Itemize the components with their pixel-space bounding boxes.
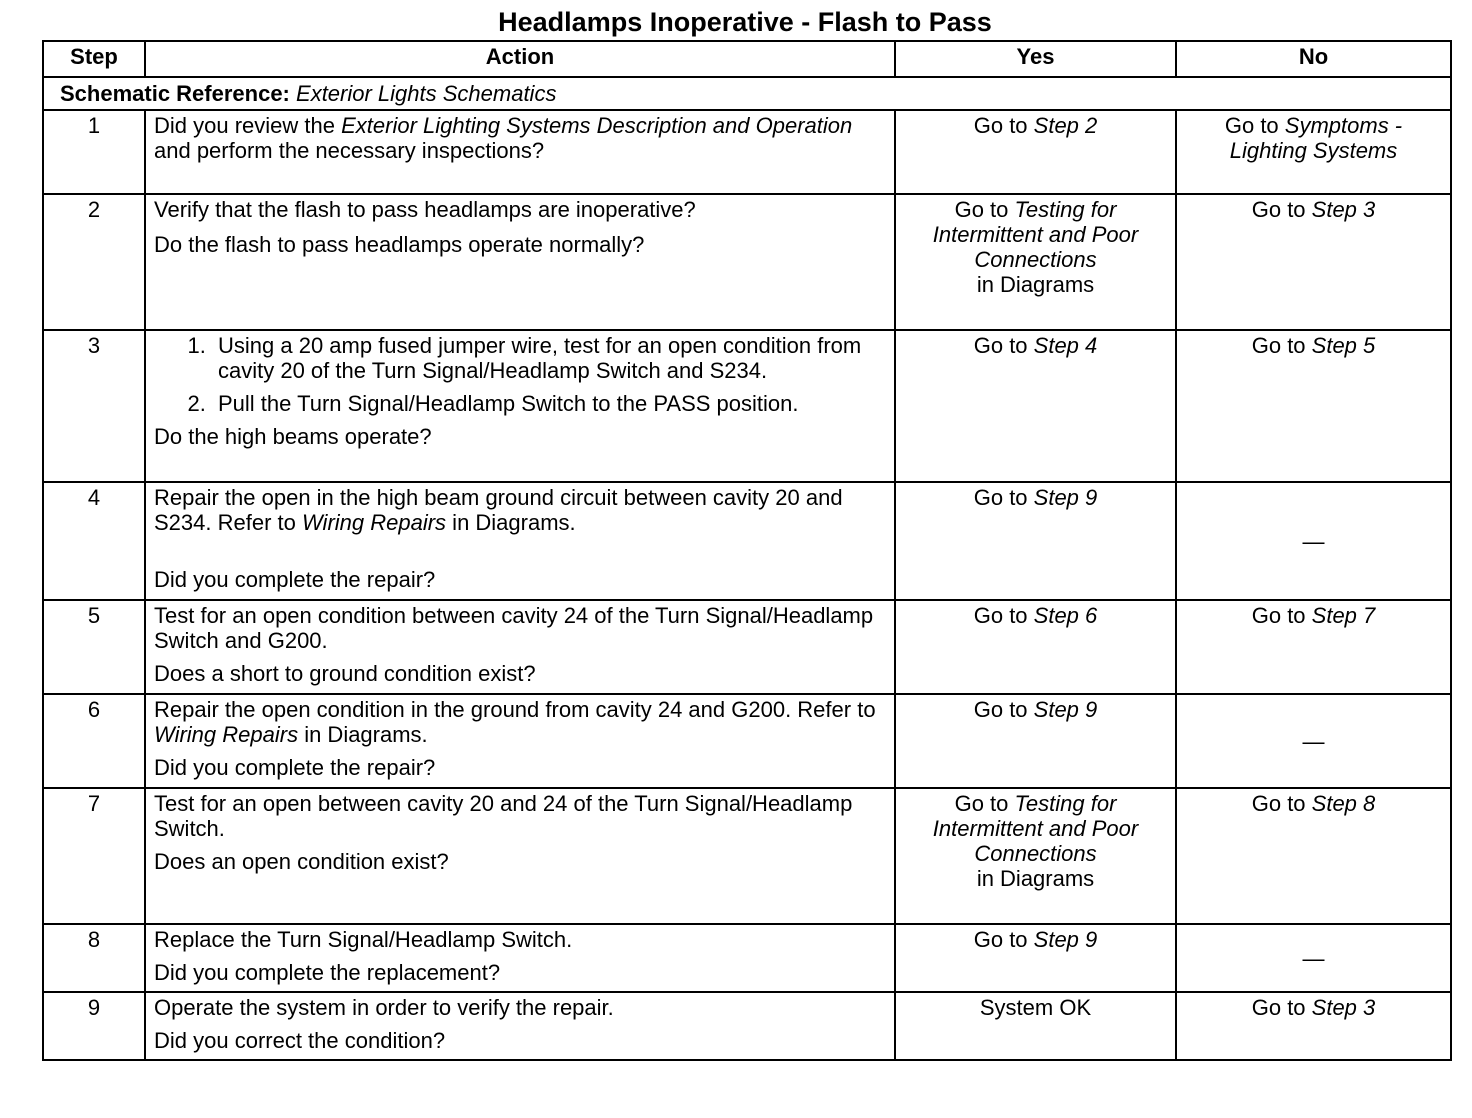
header-action: Action <box>145 41 895 77</box>
action-reference: Wiring Repairs <box>301 510 447 535</box>
step-number: 7 <box>43 788 145 924</box>
action-reference: Wiring Repairs <box>154 722 299 747</box>
action-text: Verify that the flash to pass headlamps are inoperative? <box>154 197 696 222</box>
action-cell <box>145 788 895 924</box>
yes-cell <box>895 600 1176 694</box>
action-cell <box>145 694 895 788</box>
table-header-row <box>43 41 1451 77</box>
yes-link: Step 9 <box>1033 697 1098 722</box>
step-number: 4 <box>43 482 145 600</box>
table-row <box>43 600 1451 694</box>
yes-link: Testing for Intermittent and Poor Connections <box>932 197 1139 272</box>
action-cell <box>145 330 895 482</box>
action-cell <box>145 924 895 992</box>
table-row <box>43 694 1451 788</box>
action-question: Did you complete the replacement? <box>154 960 501 985</box>
action-question: Did you correct the condition? <box>154 1028 446 1053</box>
action-cell <box>145 482 895 600</box>
yes-cell <box>895 194 1176 330</box>
action-cell <box>145 992 895 1060</box>
action-question: Did you complete the repair? <box>154 755 436 780</box>
action-cell <box>145 194 895 330</box>
page-title: Headlamps Inoperative - Flash to Pass <box>498 7 992 37</box>
action-text: Operate the system in order to verify the repair. <box>154 995 614 1020</box>
table-row <box>43 788 1451 924</box>
no-link: Step 5 <box>1311 333 1376 358</box>
action-text: Repair the open condition in the ground from cavity 24 and G200. Refer to <box>154 697 876 722</box>
yes-link: Step 4 <box>1033 333 1098 358</box>
no-cell <box>1176 992 1451 1060</box>
yes-cell: System OK <box>895 992 1176 1060</box>
action-reference: Exterior Lighting Systems Description and Operation <box>341 113 853 138</box>
no-cell <box>1176 330 1451 482</box>
schematic-value: Exterior Lights Schematics <box>296 81 557 106</box>
action-text: Did you review the <box>154 113 342 138</box>
yes-prefix: Go to <box>973 927 1034 952</box>
yes-cell <box>895 482 1176 600</box>
step-number: 9 <box>43 992 145 1060</box>
table-row <box>43 110 1451 194</box>
yes-cell <box>895 924 1176 992</box>
no-prefix: Go to <box>1251 197 1312 222</box>
action-question: Does a short to ground condition exist? <box>154 661 536 686</box>
yes-prefix: Go to <box>954 197 1015 222</box>
action-cell <box>145 600 895 694</box>
step-number: 8 <box>43 924 145 992</box>
yes-suffix: in Diagrams <box>976 272 1095 297</box>
table-row <box>43 924 1451 992</box>
no-cell: — <box>1176 924 1451 992</box>
no-cell <box>1176 110 1451 194</box>
no-cell: — <box>1176 694 1451 788</box>
action-question: Do the high beams operate? <box>154 424 432 449</box>
no-prefix: Go to <box>1251 995 1312 1020</box>
table-row <box>43 330 1451 482</box>
schematic-reference <box>43 77 1451 110</box>
header-yes: Yes <box>895 41 1176 77</box>
yes-cell <box>895 788 1176 924</box>
no-cell: — <box>1176 482 1451 600</box>
no-link: Step 8 <box>1311 791 1376 816</box>
no-cell <box>1176 788 1451 924</box>
table-row <box>43 194 1451 330</box>
action-cell <box>145 110 895 194</box>
action-text: Repair the open in the high beam ground circuit between cavity 20 and S234. Refer to <box>154 485 843 535</box>
schematic-row <box>43 77 1451 110</box>
diagnostic-table <box>42 40 1452 1061</box>
yes-link: Step 9 <box>1033 485 1098 510</box>
action-step-item: 1. Using a 20 amp fused jumper wire, test for an open condition from cavity 20 of the Turn Signal/Headlamp Switch and S234. <box>212 333 886 383</box>
no-link: Step 3 <box>1311 197 1376 222</box>
no-prefix: Go to <box>1251 791 1312 816</box>
action-question: Did you complete the repair? <box>154 567 436 592</box>
table-row <box>43 992 1451 1060</box>
yes-suffix: in Diagrams <box>976 866 1095 891</box>
no-prefix: Go to <box>1224 113 1285 138</box>
action-steps-list <box>154 333 886 416</box>
yes-prefix: Go to <box>973 113 1034 138</box>
step-number: 1 <box>43 110 145 194</box>
no-link: Step 7 <box>1311 603 1376 628</box>
no-link: Symptoms - Lighting Systems <box>1229 113 1403 163</box>
yes-prefix: Go to <box>973 603 1034 628</box>
no-prefix: Go to <box>1251 333 1312 358</box>
step-number: 3 <box>43 330 145 482</box>
yes-link: Testing for Intermittent and Poor Connections <box>932 791 1139 866</box>
no-cell <box>1176 194 1451 330</box>
action-text: Test for an open between cavity 20 and 24 of the Turn Signal/Headlamp Switch. <box>154 791 853 841</box>
step-number: 5 <box>43 600 145 694</box>
yes-cell <box>895 694 1176 788</box>
action-text: in Diagrams. <box>446 510 576 535</box>
action-text: in Diagrams. <box>298 722 428 747</box>
action-question: Does an open condition exist? <box>154 849 449 874</box>
action-text: Replace the Turn Signal/Headlamp Switch. <box>154 927 573 952</box>
yes-prefix: Go to <box>973 485 1034 510</box>
yes-link: Step 6 <box>1033 603 1098 628</box>
header-step: Step <box>43 41 145 77</box>
yes-cell <box>895 330 1176 482</box>
yes-prefix: Go to <box>973 333 1034 358</box>
schematic-label: Schematic Reference: <box>60 81 290 106</box>
step-number: 6 <box>43 694 145 788</box>
no-cell <box>1176 600 1451 694</box>
action-text: Test for an open condition between cavity 24 of the Turn Signal/Headlamp Switch and G200. <box>154 603 874 653</box>
action-question: Do the flash to pass headlamps operate normally? <box>154 232 645 257</box>
no-link: Step 3 <box>1311 995 1376 1020</box>
yes-link: Step 9 <box>1033 927 1098 952</box>
yes-prefix: Go to <box>954 791 1015 816</box>
yes-link: Step 2 <box>1033 113 1098 138</box>
header-no: No <box>1176 41 1451 77</box>
yes-prefix: Go to <box>973 697 1034 722</box>
table-row <box>43 482 1451 600</box>
no-prefix: Go to <box>1251 603 1312 628</box>
step-number: 2 <box>43 194 145 330</box>
yes-cell <box>895 110 1176 194</box>
action-text: and perform the necessary inspections? <box>154 138 545 163</box>
action-step-item: 2. Pull the Turn Signal/Headlamp Switch to the PASS position. <box>212 391 886 416</box>
